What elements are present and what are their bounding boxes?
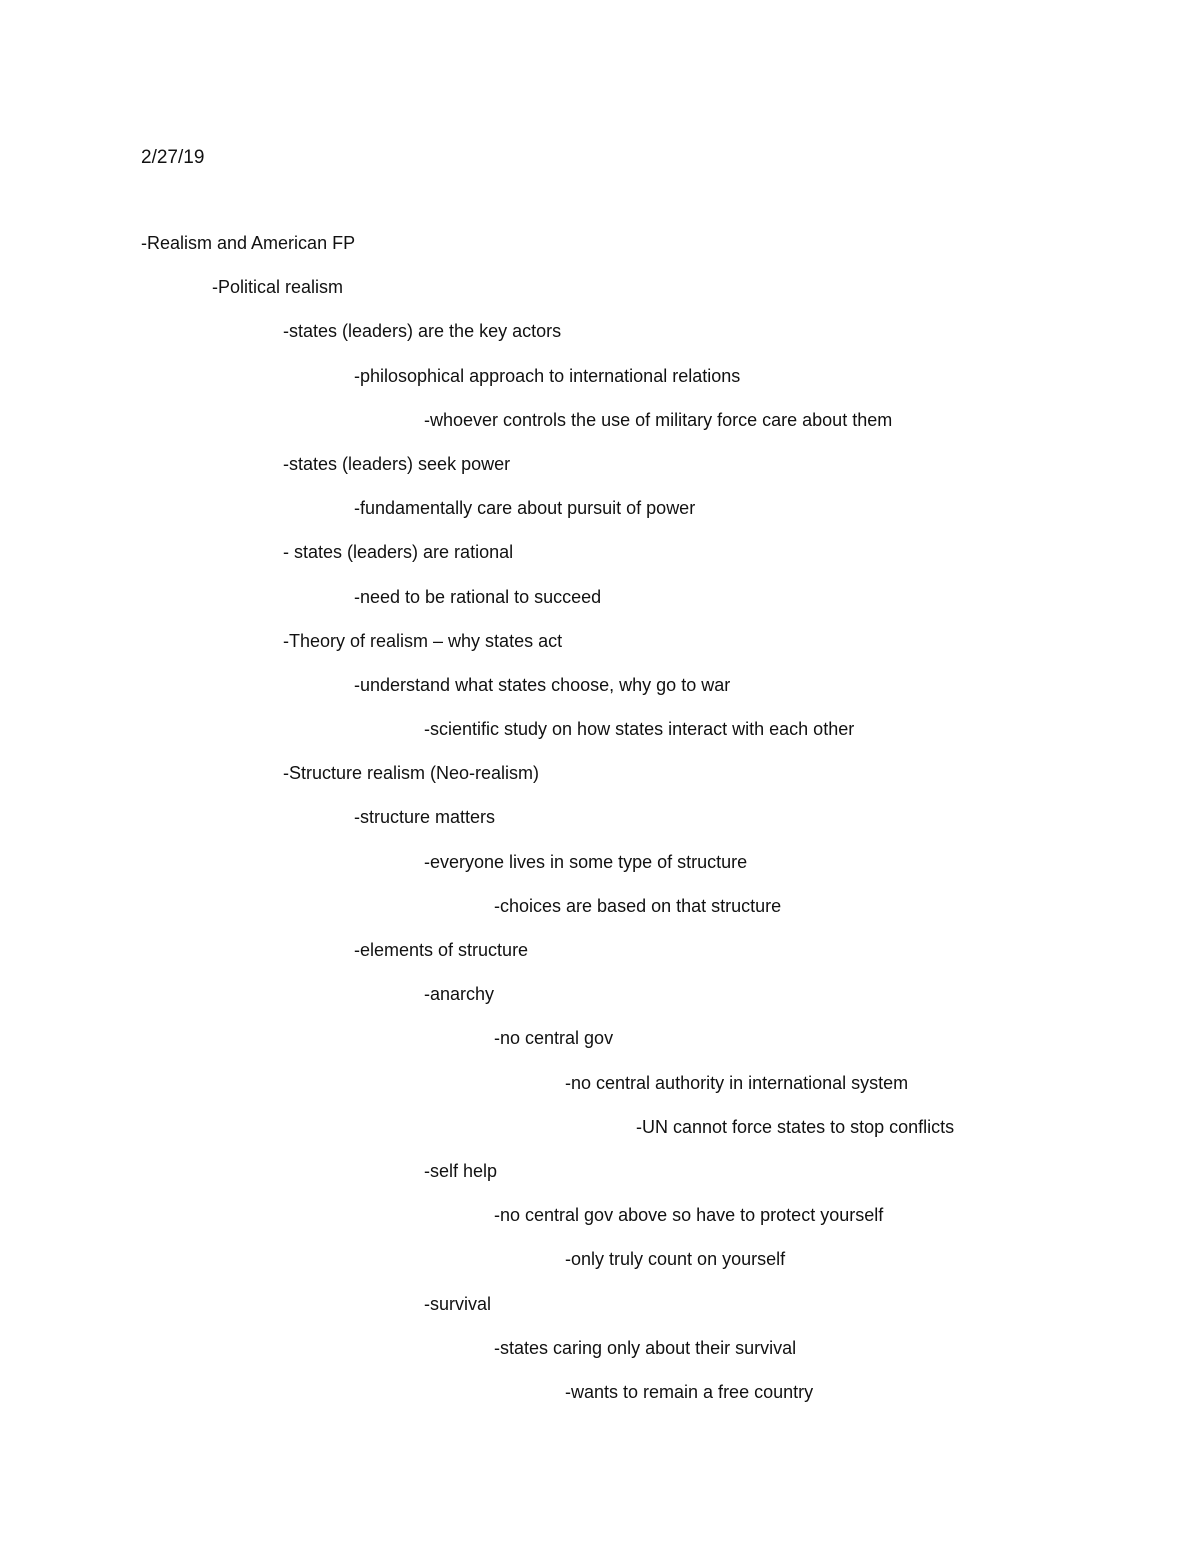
outline-item: -philosophical approach to international relations	[354, 365, 741, 386]
outline-item: -everyone lives in some type of structure	[424, 851, 748, 872]
outline-item: -states (leaders) seek power	[283, 453, 511, 474]
outline-item: -scientific study on how states interact with each other	[424, 719, 855, 740]
outline-item: -no central authority in international system	[565, 1072, 909, 1093]
outline-item: -choices are based on that structure	[494, 895, 782, 916]
outline-item: -fundamentally care about pursuit of power	[354, 498, 696, 519]
outline-item: -survival	[424, 1293, 492, 1314]
outline-item: -need to be rational to succeed	[354, 586, 602, 607]
outline-item: -states caring only about their survival	[494, 1337, 797, 1358]
outline-item: -whoever controls the use of military force care about them	[424, 409, 893, 430]
outline-item: -wants to remain a free country	[565, 1381, 814, 1402]
outline-item: -elements of structure	[354, 940, 529, 960]
outline-item: -anarchy	[424, 984, 495, 1005]
outline-item: -Political realism	[212, 277, 344, 298]
outline-item: -no central gov	[494, 1028, 614, 1049]
date-heading: 2/27/19	[141, 147, 205, 168]
outline-item: -no central gov above so have to protect yourself	[494, 1205, 884, 1226]
outline-item: -self help	[424, 1160, 498, 1181]
outline-item: -only truly count on yourself	[565, 1249, 786, 1270]
outline-item: -Structure realism (Neo-realism)	[283, 763, 540, 784]
outline-item: -Realism and American FP	[141, 233, 356, 253]
outline-item: -UN cannot force states to stop conflicts	[636, 1116, 955, 1137]
outline-item: -structure matters	[354, 807, 496, 828]
outline-item: -understand what states choose, why go to war	[354, 674, 731, 695]
outline-item: -states (leaders) are the key actors	[283, 321, 562, 342]
outline-item: - states (leaders) are rational	[283, 542, 514, 563]
notes-outline	[0, 231, 1200, 1424]
outline-item: -Theory of realism – why states act	[283, 630, 563, 651]
